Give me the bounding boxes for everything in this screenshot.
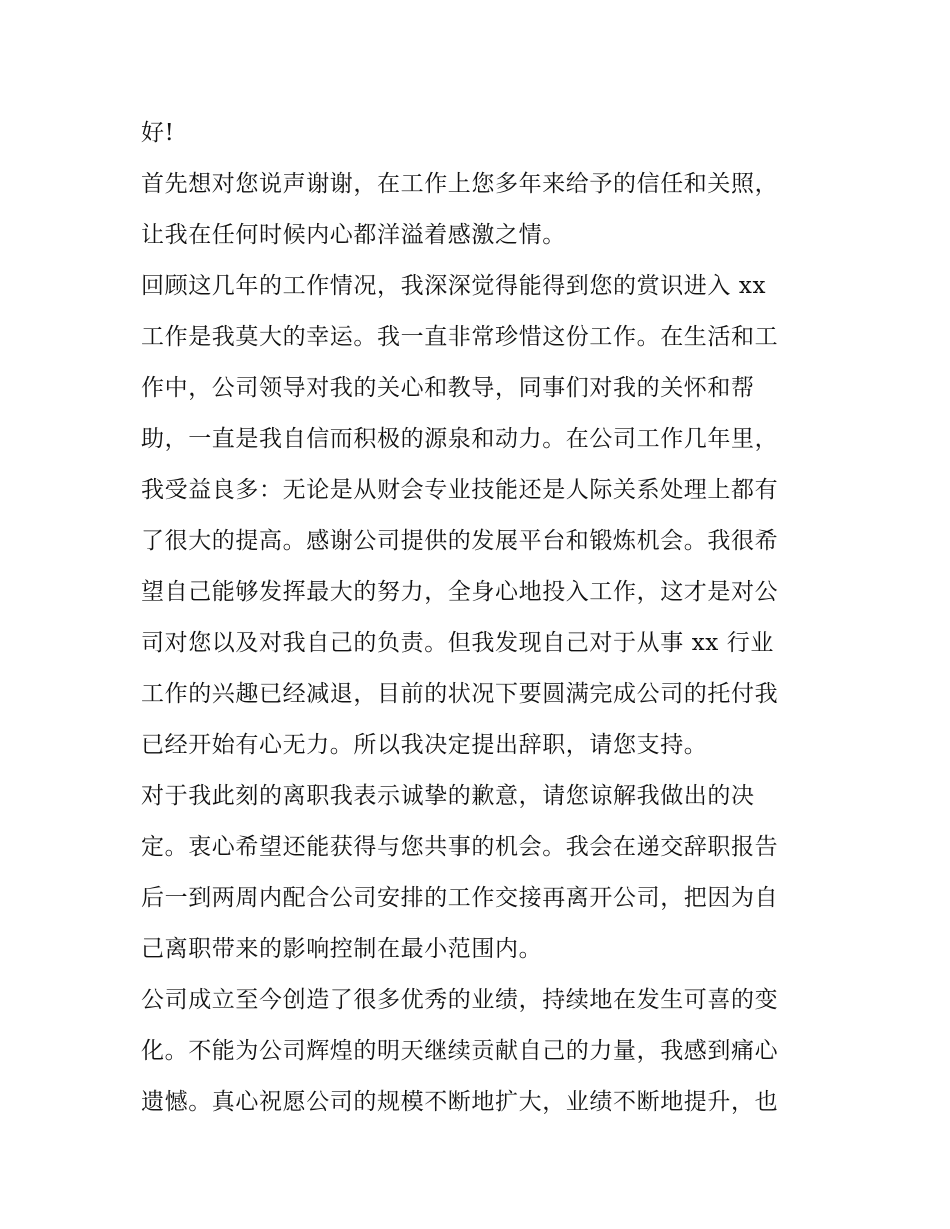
text-line: 遗憾。真心祝愿公司的规模不断地扩大，业绩不断地提升，也: [141, 1089, 779, 1115]
text-line: 工作是我莫大的幸运。我一直非常珍惜这份工作。在生活和工: [141, 324, 779, 350]
text-line: 定。衷心希望还能获得与您共事的机会。我会在递交辞职报告: [141, 834, 779, 860]
text-line: 了很大的提高。感谢公司提供的发展平台和锻炼机会。我很希: [141, 528, 779, 554]
text-line: 司对您以及对我自己的负责。但我发现自己对于从事 xx 行业: [141, 630, 774, 656]
text-line: 我受益良多：无论是从财会专业技能还是人际关系处理上都有: [141, 477, 779, 503]
text-line: 助，一直是我自信而积极的源泉和动力。在公司工作几年里，: [141, 426, 779, 452]
text-line: 让我在任何时候内心都洋溢着感激之情。: [141, 222, 566, 248]
text-line: 首先想对您说声谢谢，在工作上您多年来给予的信任和关照，: [141, 171, 779, 197]
text-line: 对于我此刻的离职我表示诚挚的歉意，请您谅解我做出的决: [141, 783, 755, 809]
text-line: 化。不能为公司辉煌的明天继续贡献自己的力量，我感到痛心: [141, 1038, 779, 1064]
text-line: 公司成立至今创造了很多优秀的业绩，持续地在发生可喜的变: [141, 987, 779, 1013]
text-line: 已经开始有心无力。所以我决定提出辞职，请您支持。: [141, 732, 708, 758]
text-line: 己离职带来的影响控制在最小范围内。: [141, 936, 543, 962]
text-line: 作中，公司领导对我的关心和教导，同事们对我的关怀和帮: [141, 375, 755, 401]
text-line: 好!: [141, 120, 175, 146]
text-line: 望自己能够发挥最大的努力，全身心地投入工作，这才是对公: [141, 579, 779, 605]
text-line: 后一到两周内配合公司安排的工作交接再离开公司，把因为自: [141, 885, 779, 911]
text-line: 回顾这几年的工作情况，我深深觉得能得到您的赏识进入 xx: [141, 273, 767, 299]
text-line: 工作的兴趣已经减退，目前的状况下要圆满完成公司的托付我: [141, 681, 779, 707]
letter-body: [141, 108, 821, 1128]
